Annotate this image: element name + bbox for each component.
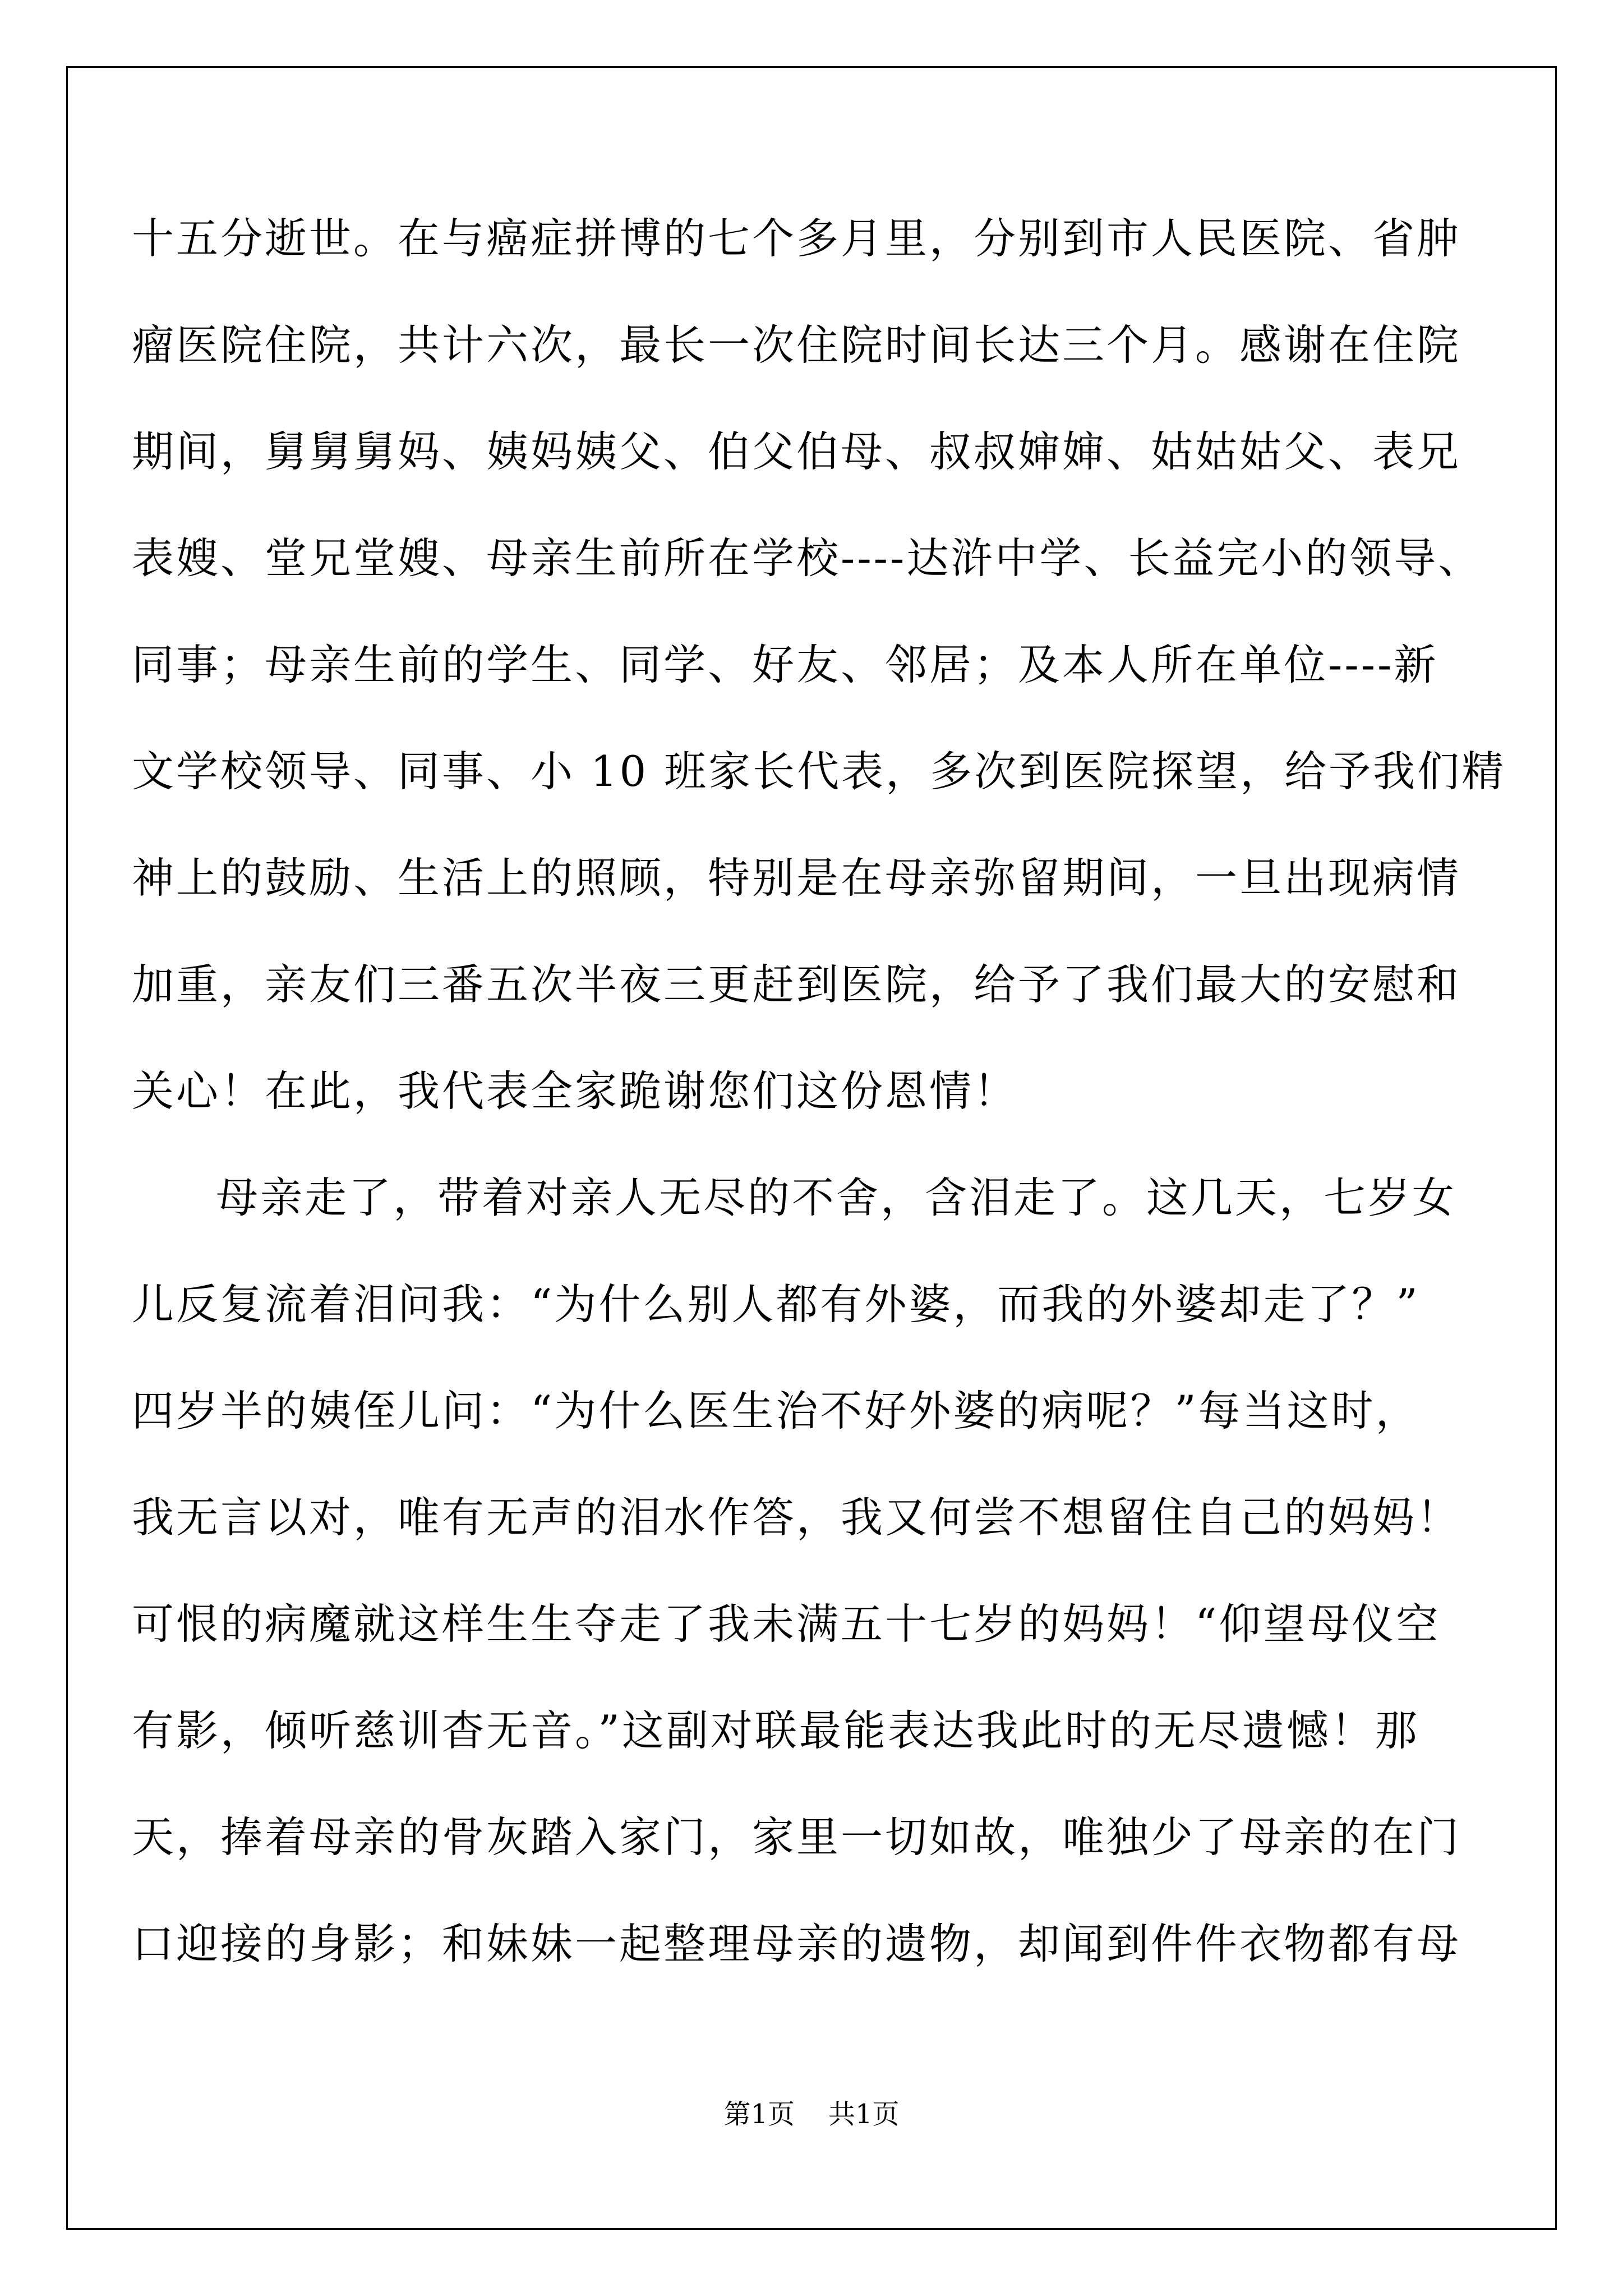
page-footer (0, 2092, 1623, 2131)
text-line: 加重，亲友们三番五次半夜三更赶到医院，给予了我们最大的安慰和 (132, 960, 1461, 1009)
text-line: 天，捧着母亲的骨灰踏入家门，家里一切如故，唯独少了母亲的在门 (132, 1812, 1461, 1862)
page-total: 共1页 (828, 2099, 900, 2130)
text-line: 有影，倾听慈训杳无音。”这副对联最能表达我此时的无尽遗憾！那 (132, 1706, 1419, 1755)
text-line: 儿反复流着泪问我：“为什么别人都有外婆，而我的外婆却走了？” (132, 1280, 1420, 1329)
text-line: 可恨的病魔就这样生生夺走了我未满五十七岁的妈妈！“仰望母仪空 (132, 1599, 1441, 1649)
text-line: 瘤医院住院，共计六次，最长一次住院时间长达三个月。感谢在住院 (132, 320, 1461, 370)
text-line: 关心！在此，我代表全家跪谢您们这份恩情！ (132, 1066, 1018, 1116)
text-line: 十五分逝世。在与癌症拼博的七个多月里，分别到市人民医院、省肿 (132, 214, 1461, 263)
document-body (132, 185, 1506, 1997)
text-line: 期间，舅舅舅妈、姨妈姨父、伯父伯母、叔叔婶婶、姑姑姑父、表兄 (132, 427, 1461, 476)
text-line: 神上的鼓励、生活上的照顾，特别是在母亲弥留期间，一旦出现病情 (132, 853, 1461, 903)
text-line: 口迎接的身影；和妹妹一起整理母亲的遗物，却闻到件件衣物都有母 (132, 1919, 1461, 1968)
text-line: 文学校领导、同事、小 10 班家长代表，多次到医院探望，给予我们精 (132, 747, 1506, 796)
text-line: 四岁半的姨侄儿问：“为什么医生治不好外婆的病呢？”每当这时， (132, 1386, 1420, 1435)
text-line: 同事；母亲生前的学生、同学、好友、邻居；及本人所在单位----新 (132, 640, 1438, 689)
page-number: 第1页 (723, 2099, 795, 2130)
text-line: 我无言以对，唯有无声的泪水作答，我又何尝不想留住自己的妈妈！ (132, 1493, 1461, 1542)
text-line: 表嫂、堂兄堂嫂、母亲生前所在学校----达浒中学、长益完小的领导、 (132, 533, 1483, 583)
text-line: 母亲走了，带着对亲人无尽的不舍，含泪走了。这几天，七岁女 (216, 1173, 1457, 1222)
